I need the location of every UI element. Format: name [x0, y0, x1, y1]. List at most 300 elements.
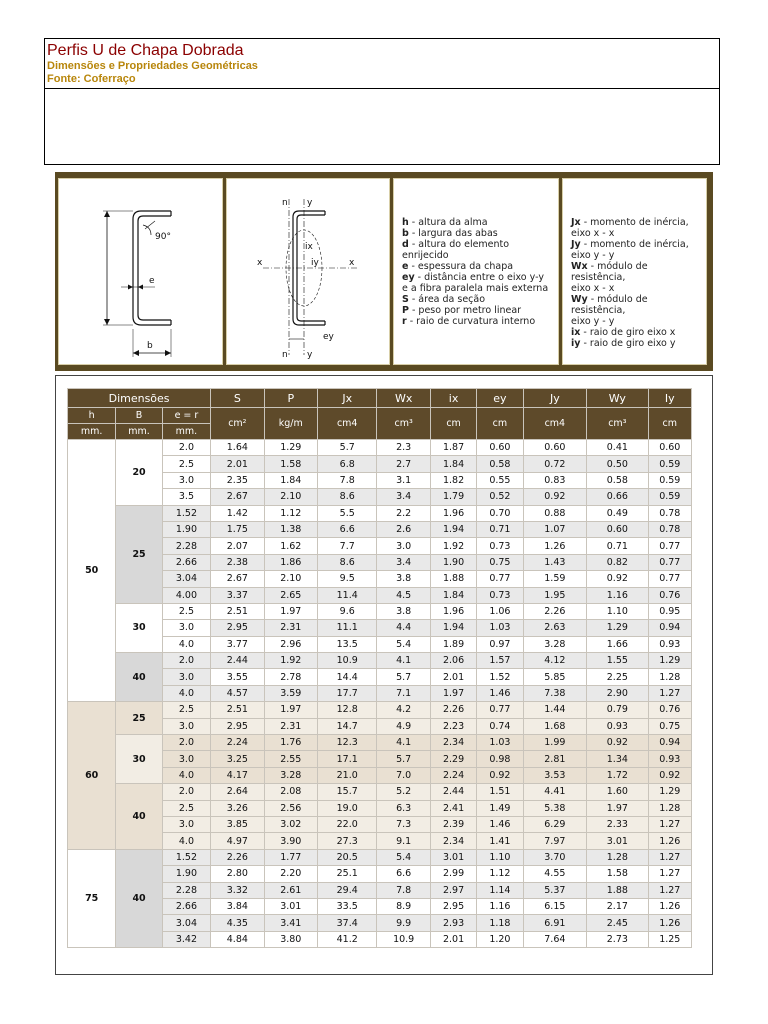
legend-symbol: iy — [571, 338, 581, 349]
value-cell: 3.32 — [211, 883, 263, 898]
value-cell: 2.99 — [431, 866, 476, 881]
thickness-cell: 2.5 — [163, 702, 210, 717]
value-cell: 1.84 — [265, 473, 317, 488]
legend-description: - altura da alma — [408, 217, 488, 228]
value-cell: 5.37 — [524, 883, 587, 898]
value-cell: 0.92 — [587, 735, 647, 750]
value-cell: 27.3 — [318, 833, 376, 848]
legend-symbol: h — [402, 217, 409, 228]
value-cell: 6.6 — [377, 866, 429, 881]
value-cell: 2.31 — [265, 620, 317, 635]
source-line: Fonte: Coferraço — [47, 73, 136, 85]
thickness-cell: 1.90 — [163, 866, 210, 881]
col-header-B: B — [116, 408, 161, 423]
value-cell: 7.38 — [524, 686, 587, 701]
value-cell: 1.58 — [265, 456, 317, 471]
value-cell: 0.50 — [587, 456, 647, 471]
value-cell: 1.68 — [524, 719, 587, 734]
value-cell: 12.8 — [318, 702, 376, 717]
legend-box — [55, 172, 713, 371]
value-cell: 6.15 — [524, 899, 587, 914]
b-group-cell: 25 — [116, 506, 161, 603]
value-cell: 2.34 — [431, 735, 476, 750]
value-cell: 0.77 — [477, 571, 522, 586]
thickness-cell: 2.0 — [163, 735, 210, 750]
value-cell: 1.41 — [477, 833, 522, 848]
legend-description: enrijecido — [402, 250, 449, 261]
value-cell: 1.42 — [211, 506, 263, 521]
value-cell: 5.4 — [377, 637, 429, 652]
value-cell: 2.38 — [211, 555, 263, 570]
col-header-Jx: Jx — [318, 389, 376, 407]
value-cell: 2.67 — [211, 489, 263, 504]
thickness-cell: 3.0 — [163, 817, 210, 832]
b-label: b — [147, 341, 153, 351]
value-cell: 1.92 — [431, 538, 476, 553]
value-cell: 4.1 — [377, 653, 429, 668]
value-cell: 11.1 — [318, 620, 376, 635]
legend-symbol: ey — [402, 272, 415, 283]
value-cell: 25.1 — [318, 866, 376, 881]
value-cell: 0.82 — [587, 555, 647, 570]
value-cell: 2.33 — [587, 817, 647, 832]
value-cell: 0.94 — [649, 735, 691, 750]
legend-description: eixo x - x — [571, 283, 615, 294]
value-cell: 2.10 — [265, 489, 317, 504]
value-cell: 14.7 — [318, 719, 376, 734]
value-cell: 1.12 — [477, 866, 522, 881]
properties-table — [67, 388, 692, 948]
unit-S: cm² — [211, 408, 263, 439]
value-cell: 5.85 — [524, 669, 587, 684]
value-cell: 41.2 — [318, 932, 376, 947]
legend-description: - altura do elemento — [408, 239, 510, 250]
profile-axes-drawing — [227, 179, 389, 364]
legend-symbol: ix — [571, 327, 581, 338]
value-cell: 1.95 — [524, 588, 587, 603]
col-header-Wy: Wy — [587, 389, 647, 407]
value-cell: 3.70 — [524, 850, 587, 865]
legend-line — [402, 239, 548, 250]
value-cell: 2.31 — [265, 719, 317, 734]
value-cell: 1.59 — [524, 571, 587, 586]
value-cell: 1.49 — [477, 801, 522, 816]
thickness-cell: 1.52 — [163, 506, 210, 521]
value-cell: 3.01 — [431, 850, 476, 865]
legend-line — [402, 316, 548, 327]
legend-description: - momento de inércia, — [580, 239, 689, 250]
value-cell: 2.7 — [377, 456, 429, 471]
ix-label: ix — [305, 242, 313, 252]
value-cell: 2.2 — [377, 506, 429, 521]
value-cell: 2.26 — [211, 850, 263, 865]
value-cell: 0.60 — [477, 440, 522, 455]
col-header-ix: ix — [431, 389, 476, 407]
value-cell: 0.66 — [587, 489, 647, 504]
value-cell: 2.51 — [211, 702, 263, 717]
b-group-cell: 40 — [116, 850, 161, 947]
value-cell: 1.28 — [649, 669, 691, 684]
value-cell: 0.71 — [477, 522, 522, 537]
value-cell: 12.3 — [318, 735, 376, 750]
value-cell: 1.60 — [587, 784, 647, 799]
value-cell: 1.27 — [649, 686, 691, 701]
value-cell: 4.5 — [377, 588, 429, 603]
value-cell: 1.46 — [477, 686, 522, 701]
col-header-h: h — [68, 408, 115, 423]
value-cell: 1.27 — [649, 866, 691, 881]
col-header-Iy: Iy — [649, 389, 691, 407]
value-cell: 1.03 — [477, 620, 522, 635]
legend-line — [402, 261, 548, 272]
thickness-cell: 3.0 — [163, 669, 210, 684]
title-area — [45, 39, 719, 89]
col-header-Jy: Jy — [524, 389, 587, 407]
value-cell: 1.29 — [587, 620, 647, 635]
value-cell: 4.97 — [211, 833, 263, 848]
value-cell: 0.52 — [477, 489, 522, 504]
value-cell: 2.65 — [265, 588, 317, 603]
h-group-cell: 50 — [68, 440, 115, 701]
value-cell: 0.76 — [649, 702, 691, 717]
table-row — [68, 735, 691, 750]
legend-line — [402, 228, 548, 239]
value-cell: 0.77 — [649, 571, 691, 586]
thickness-cell: 2.28 — [163, 883, 210, 898]
value-cell: 10.9 — [318, 653, 376, 668]
value-cell: 1.55 — [587, 653, 647, 668]
value-cell: 2.63 — [524, 620, 587, 635]
legend-dimensions-panel — [393, 178, 559, 365]
value-cell: 1.06 — [477, 604, 522, 619]
value-cell: 3.1 — [377, 473, 429, 488]
thickness-cell: 1.90 — [163, 522, 210, 537]
value-cell: 1.27 — [649, 850, 691, 865]
value-cell: 11.4 — [318, 588, 376, 603]
value-cell: 1.38 — [265, 522, 317, 537]
value-cell: 2.41 — [431, 801, 476, 816]
legend-description: - raio de giro eixo x — [580, 327, 676, 338]
value-cell: 0.94 — [649, 620, 691, 635]
value-cell: 3.80 — [265, 932, 317, 947]
legend-line — [571, 316, 689, 327]
legend-description: e a fibra paralela mais externa — [402, 283, 549, 294]
value-cell: 0.58 — [477, 456, 522, 471]
value-cell: 7.0 — [377, 768, 429, 783]
legend-line — [571, 338, 689, 349]
col-header-S: S — [211, 389, 263, 407]
thickness-cell: 4.0 — [163, 686, 210, 701]
thickness-cell: 4.0 — [163, 637, 210, 652]
value-cell: 0.77 — [477, 702, 522, 717]
value-cell: 3.77 — [211, 637, 263, 652]
value-cell: 2.73 — [587, 932, 647, 947]
value-cell: 0.49 — [587, 506, 647, 521]
unit-Iy: cm — [649, 408, 691, 439]
value-cell: 1.14 — [477, 883, 522, 898]
value-cell: 2.34 — [431, 833, 476, 848]
thickness-cell: 1.52 — [163, 850, 210, 865]
b-group-cell: 25 — [116, 702, 161, 734]
value-cell: 3.90 — [265, 833, 317, 848]
value-cell: 3.4 — [377, 489, 429, 504]
value-cell: 5.7 — [318, 440, 376, 455]
value-cell: 3.4 — [377, 555, 429, 570]
table-row — [68, 850, 691, 865]
unit-ey: cm — [477, 408, 522, 439]
legend-line — [571, 305, 689, 316]
value-cell: 3.01 — [587, 833, 647, 848]
value-cell: 2.35 — [211, 473, 263, 488]
table-row — [68, 784, 691, 799]
legend-description: - largura das abas — [408, 228, 498, 239]
value-cell: 1.96 — [431, 506, 476, 521]
value-cell: 21.0 — [318, 768, 376, 783]
header-row-titles — [68, 389, 691, 407]
profile-dimensions-figure — [58, 178, 223, 365]
value-cell: 0.74 — [477, 719, 522, 734]
value-cell: 2.24 — [431, 768, 476, 783]
legend-symbol: Wx — [571, 261, 588, 272]
value-cell: 2.01 — [431, 932, 476, 947]
value-cell: 1.99 — [524, 735, 587, 750]
unit-Jy: cm4 — [524, 408, 587, 439]
value-cell: 2.44 — [431, 784, 476, 799]
value-cell: 5.7 — [377, 669, 429, 684]
value-cell: 7.97 — [524, 833, 587, 848]
value-cell: 4.41 — [524, 784, 587, 799]
value-cell: 4.2 — [377, 702, 429, 717]
value-cell: 2.3 — [377, 440, 429, 455]
thickness-cell: 2.0 — [163, 784, 210, 799]
value-cell: 0.77 — [649, 538, 691, 553]
value-cell: 2.23 — [431, 719, 476, 734]
value-cell: 0.59 — [649, 456, 691, 471]
value-cell: 1.16 — [477, 899, 522, 914]
value-cell: 2.56 — [265, 801, 317, 816]
thickness-cell: 3.0 — [163, 473, 210, 488]
value-cell: 1.29 — [649, 784, 691, 799]
value-cell: 1.34 — [587, 751, 647, 766]
unit-ix: cm — [431, 408, 476, 439]
value-cell: 1.92 — [265, 653, 317, 668]
value-cell: 0.93 — [649, 751, 691, 766]
table-row — [68, 440, 691, 455]
value-cell: 1.07 — [524, 522, 587, 537]
legend-symbol: d — [402, 239, 409, 250]
thickness-cell: 3.5 — [163, 489, 210, 504]
value-cell: 2.01 — [431, 669, 476, 684]
value-cell: 3.28 — [265, 768, 317, 783]
legend-description: - momento de inércia, — [580, 217, 689, 228]
legend-description: resistência, — [571, 272, 626, 283]
value-cell: 1.97 — [431, 686, 476, 701]
value-cell: 3.59 — [265, 686, 317, 701]
value-cell: 0.73 — [477, 588, 522, 603]
value-cell: 9.1 — [377, 833, 429, 848]
n-axis-label-bottom: n — [282, 350, 288, 360]
value-cell: 2.96 — [265, 637, 317, 652]
legend-description: resistência, — [571, 305, 626, 316]
value-cell: 2.97 — [431, 883, 476, 898]
x-axis-label-right: x — [349, 258, 355, 268]
value-cell: 1.97 — [587, 801, 647, 816]
value-cell: 7.7 — [318, 538, 376, 553]
legend-description: - área da seção — [408, 294, 486, 305]
value-cell: 15.7 — [318, 784, 376, 799]
value-cell: 2.80 — [211, 866, 263, 881]
value-cell: 2.78 — [265, 669, 317, 684]
value-cell: 1.26 — [649, 833, 691, 848]
table-row — [68, 604, 691, 619]
value-cell: 3.25 — [211, 751, 263, 766]
y-axis-label-bottom: y — [307, 350, 313, 360]
value-cell: 1.89 — [431, 637, 476, 652]
value-cell: 4.4 — [377, 620, 429, 635]
value-cell: 3.02 — [265, 817, 317, 832]
angle-label: 90° — [155, 232, 171, 242]
thickness-cell: 2.0 — [163, 440, 210, 455]
legend-line — [571, 239, 689, 250]
thickness-cell: 2.66 — [163, 899, 210, 914]
e-label: e — [149, 276, 155, 286]
value-cell: 8.6 — [318, 555, 376, 570]
value-cell: 2.93 — [431, 915, 476, 930]
legend-description: - módulo de — [587, 294, 648, 305]
legend-properties-panel — [562, 178, 707, 365]
value-cell: 5.7 — [377, 751, 429, 766]
value-cell: 1.18 — [477, 915, 522, 930]
value-cell: 2.51 — [211, 604, 263, 619]
value-cell: 4.55 — [524, 866, 587, 881]
legend-symbol: Jy — [571, 239, 581, 250]
value-cell: 1.79 — [431, 489, 476, 504]
value-cell: 2.45 — [587, 915, 647, 930]
x-axis-label-left: x — [257, 258, 263, 268]
legend-description: - raio de curvatura interno — [406, 316, 536, 327]
value-cell: 0.60 — [587, 522, 647, 537]
value-cell: 1.84 — [431, 588, 476, 603]
value-cell: 9.6 — [318, 604, 376, 619]
legend-symbol: Jx — [571, 217, 581, 228]
value-cell: 0.59 — [649, 489, 691, 504]
legend-description: eixo x - x — [571, 228, 615, 239]
value-cell: 2.64 — [211, 784, 263, 799]
value-cell: 6.8 — [318, 456, 376, 471]
value-cell: 2.26 — [431, 702, 476, 717]
legend-line — [571, 228, 689, 239]
value-cell: 0.92 — [587, 571, 647, 586]
value-cell: 0.73 — [477, 538, 522, 553]
value-cell: 1.58 — [587, 866, 647, 881]
value-cell: 2.17 — [587, 899, 647, 914]
value-cell: 0.70 — [477, 506, 522, 521]
value-cell: 0.71 — [587, 538, 647, 553]
legend-line — [571, 272, 689, 283]
thickness-cell: 4.0 — [163, 833, 210, 848]
value-cell: 2.39 — [431, 817, 476, 832]
value-cell: 37.4 — [318, 915, 376, 930]
legend-line — [571, 327, 689, 338]
b-group-cell: 30 — [116, 604, 161, 652]
title-box — [44, 38, 720, 165]
value-cell: 0.75 — [649, 719, 691, 734]
value-cell: 5.5 — [318, 506, 376, 521]
value-cell: 1.57 — [477, 653, 522, 668]
value-cell: 0.92 — [524, 489, 587, 504]
value-cell: 0.92 — [649, 768, 691, 783]
value-cell: 3.01 — [265, 899, 317, 914]
value-cell: 1.84 — [431, 456, 476, 471]
legend-description: eixo y - y — [571, 250, 615, 261]
legend-line — [571, 261, 689, 272]
value-cell: 3.8 — [377, 604, 429, 619]
unit-Wx: cm³ — [377, 408, 429, 439]
value-cell: 0.78 — [649, 522, 691, 537]
b-group-cell: 30 — [116, 735, 161, 783]
value-cell: 0.83 — [524, 473, 587, 488]
legend-line — [402, 250, 548, 261]
value-cell: 1.29 — [649, 653, 691, 668]
unit-Jx: cm4 — [318, 408, 376, 439]
value-cell: 4.1 — [377, 735, 429, 750]
legend-description: - espessura da chapa — [408, 261, 514, 272]
thickness-cell: 3.0 — [163, 719, 210, 734]
value-cell: 2.95 — [431, 899, 476, 914]
value-cell: 3.8 — [377, 571, 429, 586]
thickness-cell: 2.28 — [163, 538, 210, 553]
value-cell: 2.90 — [587, 686, 647, 701]
thickness-cell: 4.0 — [163, 768, 210, 783]
value-cell: 1.44 — [524, 702, 587, 717]
value-cell: 1.10 — [477, 850, 522, 865]
legend-description: - raio de giro eixo y — [580, 338, 676, 349]
value-cell: 1.96 — [431, 604, 476, 619]
value-cell: 1.90 — [431, 555, 476, 570]
table-row — [68, 702, 691, 717]
value-cell: 1.20 — [477, 932, 522, 947]
value-cell: 1.87 — [431, 440, 476, 455]
header-row-dimensions — [68, 408, 691, 423]
n-axis-label-top: n — [282, 198, 288, 208]
value-cell: 4.12 — [524, 653, 587, 668]
value-cell: 17.1 — [318, 751, 376, 766]
value-cell: 0.79 — [587, 702, 647, 717]
value-cell: 3.84 — [211, 899, 263, 914]
legend-properties-list — [571, 217, 689, 349]
value-cell: 3.85 — [211, 817, 263, 832]
legend-line — [571, 294, 689, 305]
value-cell: 2.81 — [524, 751, 587, 766]
value-cell: 2.29 — [431, 751, 476, 766]
value-cell: 1.27 — [649, 883, 691, 898]
value-cell: 3.28 — [524, 637, 587, 652]
value-cell: 5.4 — [377, 850, 429, 865]
value-cell: 1.46 — [477, 817, 522, 832]
legend-line — [402, 294, 548, 305]
value-cell: 2.20 — [265, 866, 317, 881]
value-cell: 5.38 — [524, 801, 587, 816]
value-cell: 1.26 — [649, 899, 691, 914]
value-cell: 0.97 — [477, 637, 522, 652]
value-cell: 9.5 — [318, 571, 376, 586]
value-cell: 4.57 — [211, 686, 263, 701]
value-cell: 2.44 — [211, 653, 263, 668]
value-cell: 0.98 — [477, 751, 522, 766]
value-cell: 7.3 — [377, 817, 429, 832]
value-cell: 0.55 — [477, 473, 522, 488]
col-header-Wx: Wx — [377, 389, 429, 407]
